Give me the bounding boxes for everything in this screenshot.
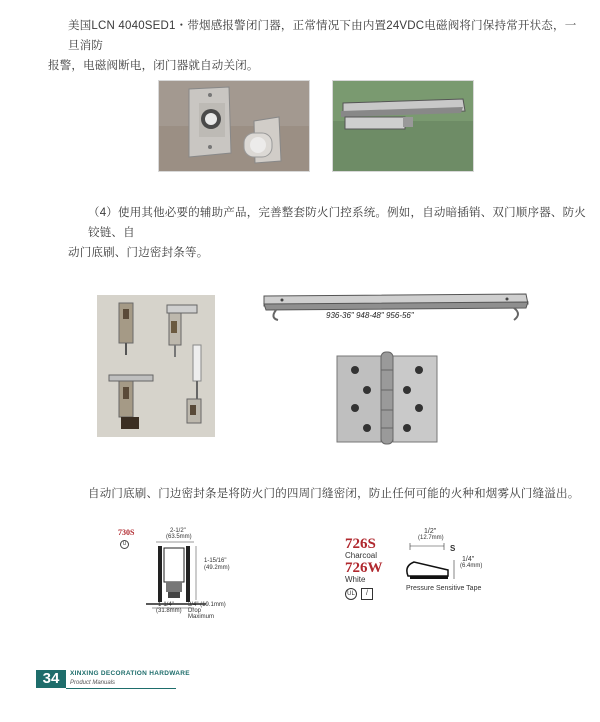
- seal-color-white: White: [345, 575, 366, 584]
- seal-dim-quarter: 1/4": [462, 556, 475, 563]
- seal-tape-label: Pressure Sensitive Tape: [406, 585, 482, 592]
- intro-paragraph: [48, 16, 588, 76]
- seal-paragraph: 自动门底刷、门边密封条是将防火门的四周门缝密闭，防止任何可能的火种和烟雾从门缝溢出。: [88, 488, 580, 500]
- seal-profile-diagram: [400, 528, 510, 608]
- seal-color-charcoal: Charcoal: [345, 551, 378, 560]
- auxiliary-line-2: 动门底刷、门边密封条等。: [68, 247, 209, 259]
- flush-bolts-image: [97, 295, 215, 437]
- long-flush-bolt-photo: [262, 292, 530, 326]
- seal-model-white: 726W: [345, 560, 383, 576]
- door-bottom-dim-side: 1-15/16": [204, 558, 227, 564]
- door-bottom-dim-top: 2-1/2": [170, 528, 186, 534]
- flush-bolt-sizes: 936-36" 948-48" 956-56": [326, 311, 414, 320]
- footer-subtitle: Product Manuals: [70, 680, 116, 686]
- ul-icon: UL: [345, 588, 357, 600]
- seal-dim-half-mm: (12.7mm): [418, 535, 444, 541]
- flush-bolts-photo: [97, 295, 215, 437]
- seal-letter-s: S: [450, 544, 456, 553]
- seal-cert-icons: [345, 588, 405, 600]
- door-bottom-dim-drop: 3/4" (19.1mm): [188, 602, 226, 608]
- seal-models: [345, 537, 405, 607]
- footer-brand: XINXING DECORATION HARDWARE: [70, 670, 190, 677]
- footer-rule: [66, 688, 176, 689]
- seal-profile-drawing: [404, 542, 464, 582]
- long-flush-bolt-image: [262, 292, 530, 326]
- intro-line-1: 美国LCN 4040SED1・带烟感报警闭门器，正常情况下由内置24VDC电磁阀将门保持常开状态，一旦消防: [68, 20, 577, 52]
- door-bottom-dim-side-mm: (49.2mm): [204, 565, 230, 571]
- page-number: 34: [36, 670, 66, 688]
- door-bottom-dim-top-mm: (63.5mm): [166, 534, 192, 540]
- seal-model-charcoal: 726S: [345, 536, 376, 552]
- door-bottom-drop-note: Drop Maximum: [188, 608, 215, 620]
- armature-image: [333, 81, 473, 171]
- certification-icon: /: [361, 588, 373, 600]
- auxiliary-paragraph: [68, 203, 588, 263]
- seal-dim-half: 1/2": [424, 528, 437, 535]
- fire-hinge-photo: [335, 350, 439, 446]
- armature-photo: [332, 80, 474, 172]
- door-bottom-dim-bottom-mm: (31.8mm): [156, 608, 182, 614]
- seal-dim-quarter-mm: (6.4mm): [460, 563, 483, 569]
- door-bottom-dim-bottom: 1-1/4": [158, 602, 174, 608]
- door-bottom-model: 730S: [118, 528, 135, 537]
- auxiliary-line-1: （4）使用其他必要的辅助产品，完善整套防火门控系统。例如，自动暗插销、双门顺序器、防火铰链、自: [88, 207, 586, 239]
- ul-listed-icon: U: [120, 540, 129, 549]
- intro-line-2: 报警，电磁阀断电，闭门器就自动关闭。: [48, 60, 259, 72]
- door-holder-photo: [158, 80, 310, 172]
- fire-hinge-image: [335, 350, 439, 446]
- door-holder-image: [159, 81, 309, 171]
- door-bottom-diagram: [108, 528, 228, 620]
